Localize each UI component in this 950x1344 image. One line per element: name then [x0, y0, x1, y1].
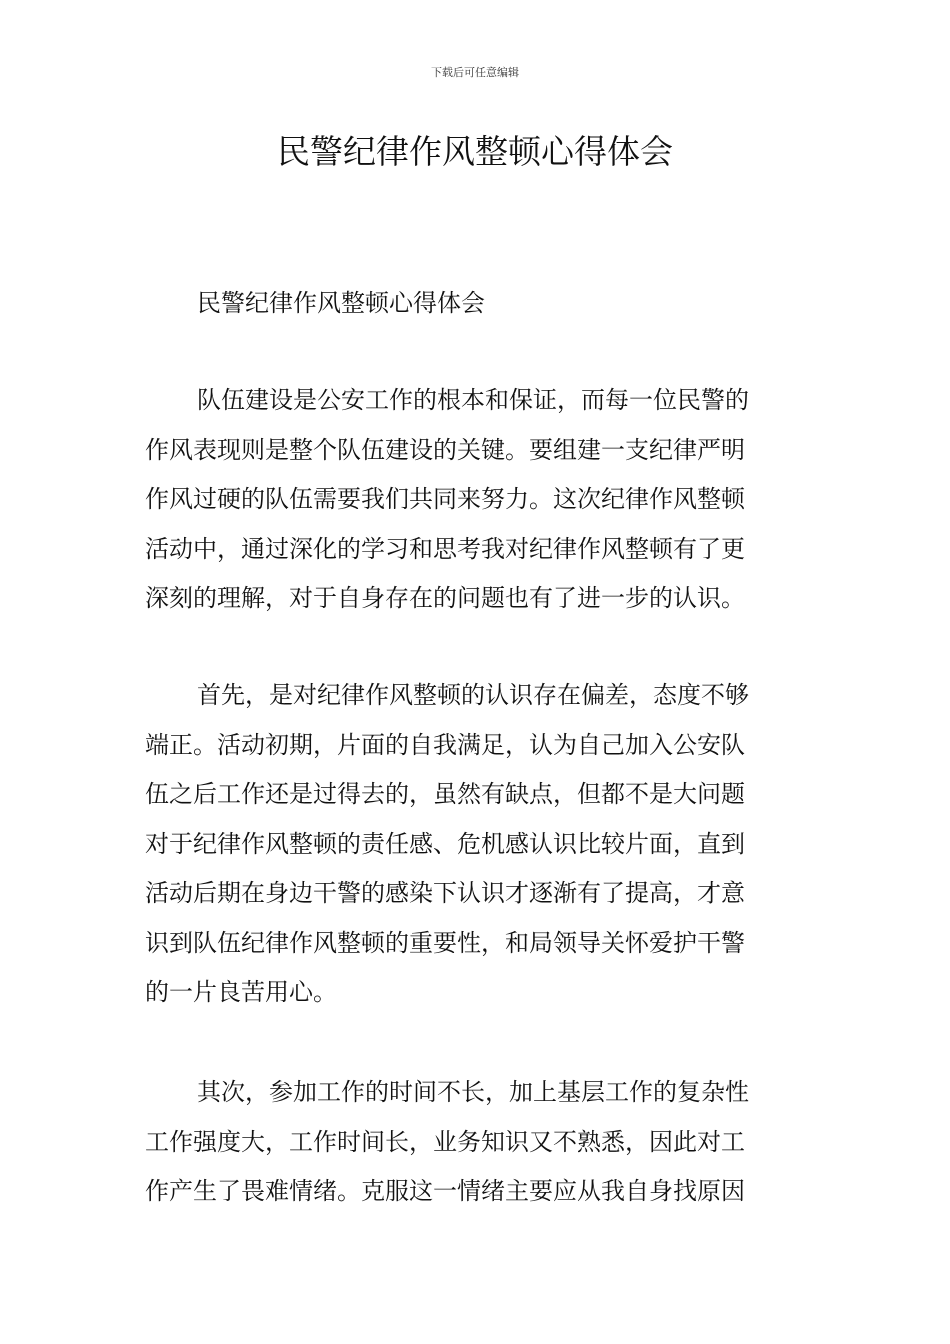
document-subtitle: 民警纪律作风整顿心得体会 — [197, 289, 485, 317]
paragraph-line: 深刻的理解，对于自身存在的问题也有了进一步的认识。 — [145, 584, 745, 612]
paragraph-line: 活动后期在身边干警的感染下认识才逐渐有了提高，才意 — [145, 879, 745, 907]
paragraph-line: 其次，参加工作的时间不长，加上基层工作的复杂性 — [197, 1078, 749, 1106]
paragraph-1 — [145, 376, 805, 624]
paragraph-line: 的一片良苦用心。 — [145, 978, 337, 1006]
paragraph-line: 工作强度大，工作时间长，业务知识又不熟悉，因此对工 — [145, 1127, 745, 1156]
paragraph-2 — [145, 671, 805, 1018]
paragraph-line: 作风表现则是整个队伍建设的关键。要组建一支纪律严明 — [145, 435, 745, 464]
paragraph-line: 活动中，通过深化的学习和思考我对纪律作风整顿有了更 — [145, 534, 745, 563]
paragraph-line: 伍之后工作还是过得去的，虽然有缺点，但都不是大问题 — [145, 780, 745, 808]
paragraph-line: 端正。活动初期，片面的自我满足，认为自己加入公安队 — [145, 730, 745, 759]
paragraph-line: 队伍建设是公安工作的根本和保证，而每一位民警的 — [197, 386, 749, 414]
header-note: 下载后可任意编辑 — [431, 66, 519, 79]
paragraph-line: 首先，是对纪律作风整顿的认识存在偏差，态度不够 — [197, 681, 749, 709]
paragraph-line: 作产生了畏难情绪。克服这一情绪主要应从我自身找原因 — [145, 1177, 745, 1205]
paragraph-line: 对于纪律作风整顿的责任感、危机感认识比较片面，直到 — [145, 829, 745, 858]
paragraph-3 — [145, 1068, 805, 1217]
paragraph-line: 识到队伍纪律作风整顿的重要性，和局领导关怀爱护干警 — [145, 928, 745, 957]
document-title: 民警纪律作风整顿心得体会 — [277, 132, 673, 171]
paragraph-line: 作风过硬的队伍需要我们共同来努力。这次纪律作风整顿 — [145, 485, 745, 513]
